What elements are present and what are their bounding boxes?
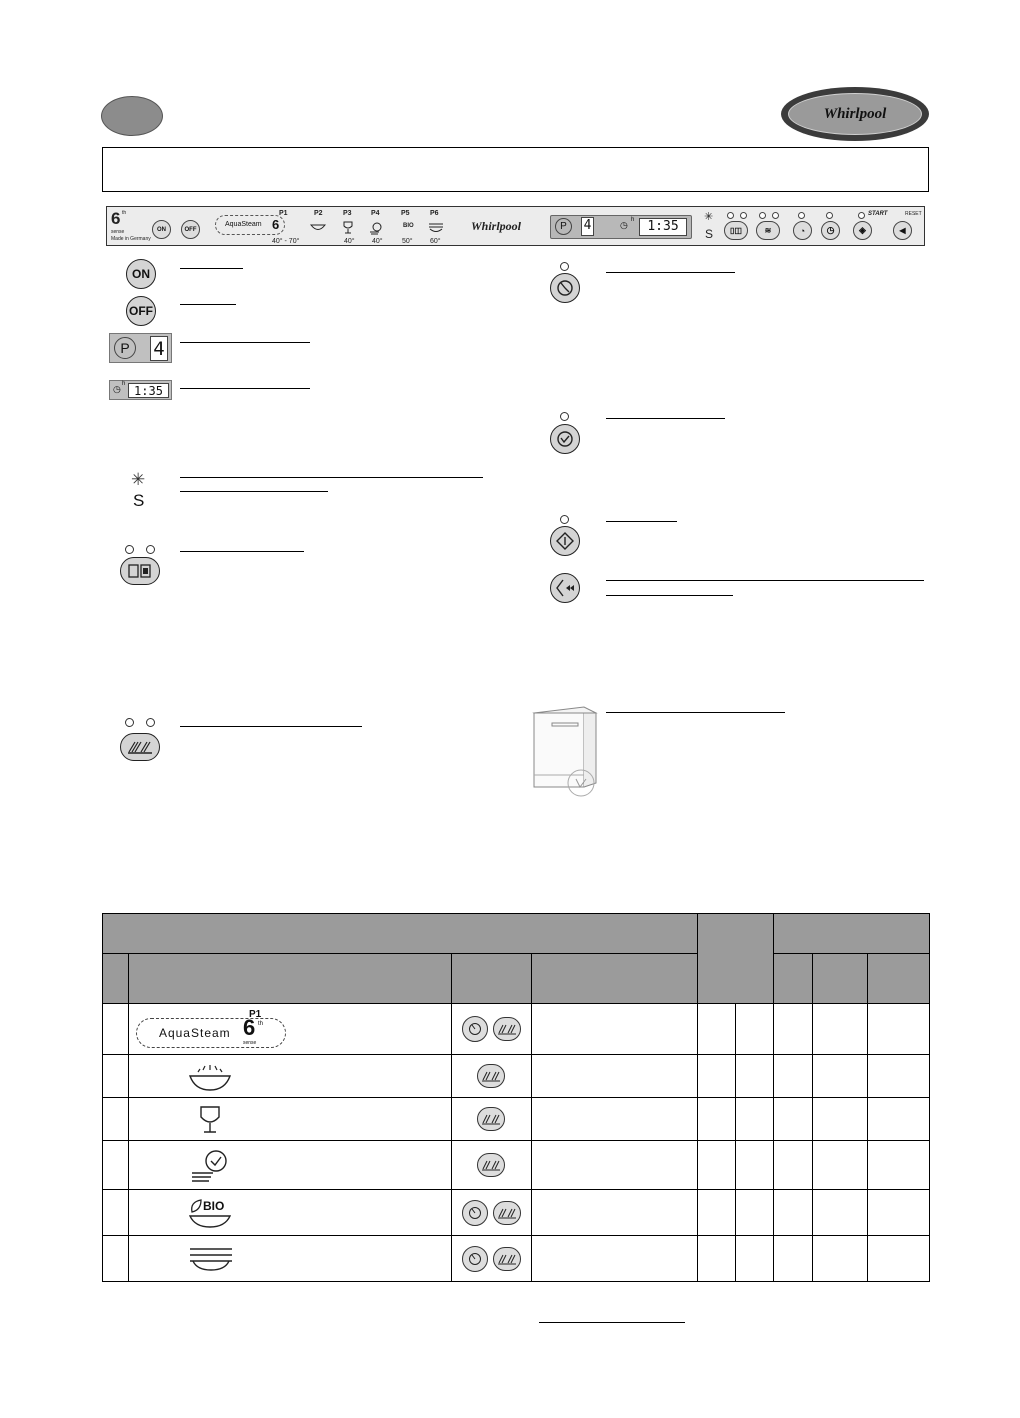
programme-table xyxy=(102,913,930,1282)
panel-led xyxy=(740,212,747,219)
panel-half-load-button: ▯◫ xyxy=(724,221,748,240)
panel-start-button: ◈ xyxy=(853,221,872,240)
express-button xyxy=(550,273,580,303)
panel-program-p1-label: P1 xyxy=(279,210,288,217)
table-header-val-2 xyxy=(813,954,868,1004)
table-header-main xyxy=(103,914,698,954)
half-load-icon xyxy=(127,563,153,579)
sense-word: sense xyxy=(111,229,125,235)
legend-off-label: OFF xyxy=(129,304,153,318)
panel-p2-bowl-icon xyxy=(310,222,326,232)
legend-time-rule xyxy=(180,388,310,389)
start-icon xyxy=(555,531,575,551)
panel-p5-bio-label: BIO xyxy=(403,223,414,229)
panel-led xyxy=(727,212,734,219)
programme-p2-cell xyxy=(128,1055,451,1098)
panel-start-label: START xyxy=(868,211,888,217)
options-cell xyxy=(451,1004,532,1055)
options-cell xyxy=(451,1098,532,1141)
panel-program-p2-label: P2 xyxy=(314,210,323,217)
panel-brand-logo: Whirlpool xyxy=(471,219,522,233)
table-header-description xyxy=(532,954,698,1004)
intensive-mini-icon xyxy=(477,1064,505,1088)
dishwasher-door-icon xyxy=(528,705,602,797)
legend-program-value: 4 xyxy=(150,336,168,361)
panel-aquasteam-pill xyxy=(215,215,285,235)
legend-program-letter: P xyxy=(114,337,136,359)
table-row xyxy=(103,1141,930,1190)
legend-time-value: 1:35 xyxy=(128,383,169,398)
programme-p4-cell xyxy=(128,1141,451,1190)
panel-reset-label: RESET xyxy=(905,211,922,217)
panel-led xyxy=(858,212,865,219)
legend-program-rule xyxy=(180,342,310,343)
table-p1-label: P1 xyxy=(248,1009,262,1020)
panel-on-button xyxy=(152,220,171,239)
express-mini-icon xyxy=(462,1246,488,1272)
quick-wash-icon xyxy=(189,1147,231,1185)
panel-off-label: OFF xyxy=(184,226,197,233)
table-header-options xyxy=(451,954,532,1004)
options-cell xyxy=(451,1236,532,1282)
panel-rinse-aid-icon: ✳ xyxy=(704,211,714,223)
reset-button xyxy=(550,573,580,603)
brand-name: Whirlpool xyxy=(823,105,887,122)
intensive-mini-icon xyxy=(493,1201,521,1225)
programme-p5-cell xyxy=(128,1190,451,1236)
legend-delay-rule xyxy=(606,418,725,419)
intensive-led-2 xyxy=(146,718,155,727)
legend-time-h: h xyxy=(122,381,126,387)
table-row xyxy=(103,1055,930,1098)
pots-pans-icon xyxy=(187,1246,235,1272)
salt-indicator-letter: S xyxy=(133,491,145,510)
panel-p6-pots-icon xyxy=(428,222,444,234)
delay-led xyxy=(560,412,569,421)
footer-rule xyxy=(539,1322,685,1323)
reset-icon xyxy=(555,578,575,598)
panel-display-time: 1:35 xyxy=(639,218,687,236)
table-row xyxy=(103,1190,930,1236)
language-badge xyxy=(101,96,163,136)
table-header-val-3 xyxy=(868,954,930,1004)
panel-program-p3-label: P3 xyxy=(343,210,352,217)
intensive-zone-icon xyxy=(126,739,154,755)
legend-off-rule xyxy=(180,304,236,305)
half-load-button xyxy=(120,557,160,585)
panel-express-button: ◔ xyxy=(793,221,812,240)
table-aquasteam-label: AquaSteam xyxy=(158,1026,231,1040)
legend-on-button xyxy=(126,259,156,289)
start-button xyxy=(550,526,580,556)
aquasteam-pill xyxy=(136,1009,286,1048)
sense-sup: th xyxy=(122,210,127,216)
whirlpool-logo xyxy=(781,87,929,141)
intensive-mini-icon xyxy=(493,1017,521,1041)
intensive-mini-icon xyxy=(493,1247,521,1271)
options-cell xyxy=(451,1190,532,1236)
panel-display-h: h xyxy=(631,217,635,223)
panel-clock-icon: ◷ xyxy=(620,220,628,230)
programme-p6-cell xyxy=(128,1236,451,1282)
options-cell xyxy=(451,1055,532,1098)
legend-off-button xyxy=(126,296,156,326)
panel-led xyxy=(798,212,805,219)
table-header-values xyxy=(774,914,930,954)
panel-program-p4-label: P4 xyxy=(371,210,380,217)
bio-leaf-icon xyxy=(189,1198,203,1214)
panel-off-button xyxy=(181,220,200,239)
panel-program-p6-temp: 60° xyxy=(430,238,441,245)
table-header-consumption xyxy=(698,914,774,1004)
panel-program-p5-temp: 50° xyxy=(402,238,413,245)
legend-door-rule xyxy=(606,712,785,713)
legend-reset-rule xyxy=(606,580,924,581)
legend-time-display xyxy=(109,380,172,400)
intensive-led-1 xyxy=(125,718,134,727)
intensive-mini-icon xyxy=(477,1153,505,1177)
legend-express-rule xyxy=(606,272,735,273)
start-led xyxy=(560,515,569,524)
panel-program-p1-temp: 40° - 70° xyxy=(272,238,300,245)
table-row xyxy=(103,1236,930,1282)
table-sense-sup: th xyxy=(257,1021,263,1027)
sense-logo: 6 xyxy=(111,209,121,228)
panel-reset-button: ◀ xyxy=(893,221,912,240)
delay-button xyxy=(550,424,580,454)
panel-program-p6-label: P6 xyxy=(430,210,439,217)
panel-display-p: P xyxy=(555,218,572,235)
legend-reset-rule-2 xyxy=(606,595,733,596)
legend-start-rule xyxy=(606,521,677,522)
half-load-led-1 xyxy=(125,545,134,554)
panel-intensive-button: ≋ xyxy=(756,221,780,240)
page-title-box xyxy=(102,147,929,192)
panel-program-p4-temp: 40° xyxy=(372,238,383,245)
express-mini-icon xyxy=(462,1200,488,1226)
panel-led xyxy=(759,212,766,219)
rinse-aid-icon: ✳ xyxy=(131,470,146,489)
panel-aquasteam-label: AquaSteam xyxy=(225,221,262,228)
bio-bowl-icon xyxy=(187,1214,233,1228)
panel-salt-letter: S xyxy=(705,227,714,241)
panel-sense-6-icon: 6 xyxy=(272,217,280,232)
made-in-germany: Made in Germany xyxy=(111,236,151,242)
prewash-bowl-icon xyxy=(187,1062,233,1092)
legend-rinse-rule xyxy=(180,477,483,478)
table-header-num xyxy=(103,954,129,1004)
table-sense-logo: 6 xyxy=(242,1015,256,1040)
express-led xyxy=(560,262,569,271)
panel-on-label: ON xyxy=(157,226,166,233)
panel-led xyxy=(826,212,833,219)
panel-delay-button: ◷ xyxy=(821,221,840,240)
table-header-programme xyxy=(128,954,451,1004)
intensive-mini-icon xyxy=(477,1107,505,1131)
panel-display xyxy=(550,215,692,239)
control-panel-illustration xyxy=(106,206,925,246)
panel-display-prog: 4 xyxy=(581,217,594,236)
legend-program-display xyxy=(109,333,172,363)
delay-clock-icon xyxy=(555,429,575,449)
legend-clock-icon: ◷ xyxy=(113,384,121,394)
legend-on-label: ON xyxy=(132,267,150,281)
table-sense-word: sense xyxy=(242,1040,257,1046)
options-cell xyxy=(451,1141,532,1190)
bio-label: BIO xyxy=(202,1199,225,1213)
intensive-zone-button xyxy=(120,733,160,761)
programme-p3-cell xyxy=(128,1098,451,1141)
programme-p1-cell xyxy=(128,1004,451,1055)
express-mini-icon xyxy=(462,1016,488,1042)
panel-program-p3-temp: 40° xyxy=(344,238,355,245)
legend-salt-rule xyxy=(180,491,328,492)
express-icon xyxy=(555,278,575,298)
legend-intensive-rule xyxy=(180,726,362,727)
panel-p3-glass-icon xyxy=(343,221,353,235)
panel-p4-quick-icon xyxy=(369,221,383,235)
legend-on-rule xyxy=(180,268,243,269)
panel-led xyxy=(772,212,779,219)
panel-program-p5-label: P5 xyxy=(401,210,410,217)
table-row xyxy=(103,1098,930,1141)
table-header-val-1 xyxy=(774,954,813,1004)
half-load-led-2 xyxy=(146,545,155,554)
legend-half-load-rule xyxy=(180,551,304,552)
table-row xyxy=(103,1004,930,1055)
glass-icon xyxy=(199,1105,221,1135)
